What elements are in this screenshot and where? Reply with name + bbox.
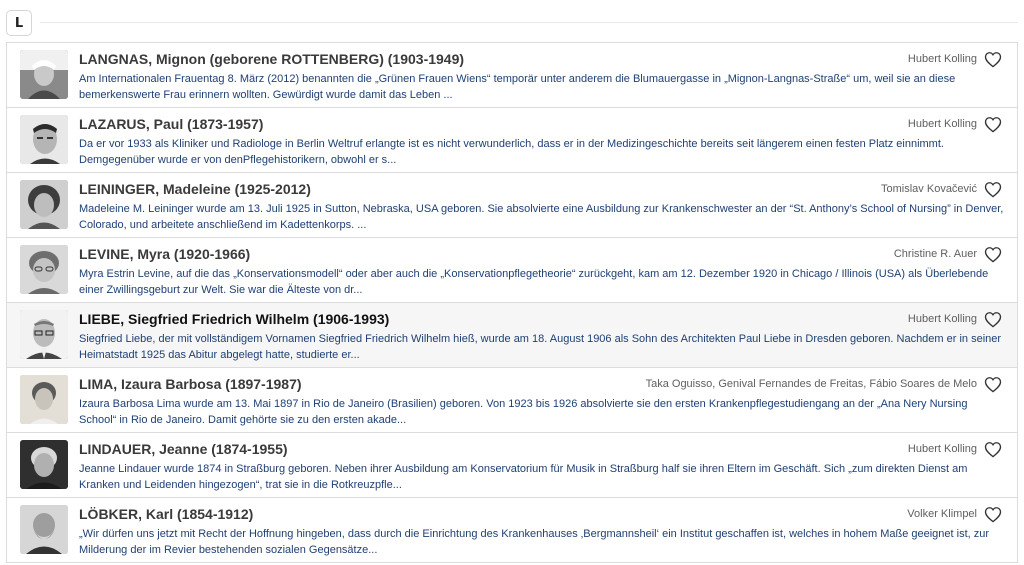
favorite-heart-icon[interactable]	[984, 441, 1002, 458]
portrait-photo[interactable]	[20, 50, 68, 99]
portrait-photo[interactable]	[20, 245, 68, 294]
entry-author: Volker Klimpel	[907, 508, 977, 520]
divider	[40, 22, 1018, 23]
entry-author: Tomislav Kovačević	[881, 183, 977, 195]
portrait-photo[interactable]	[20, 375, 68, 424]
list-item[interactable]	[7, 368, 1017, 433]
entry-author: Christine R. Auer	[893, 248, 977, 260]
entry-excerpt[interactable]: Am Internationalen Frauentag 8. März (2012) benannten die „Grünen Frauen Wiens“ temporär unter anderem die Blumauergasse in „Mignon-Langnas-Straße“ um, weil sie an diese bemerkenswerte Frau erinnern wollten. Gewürdigt wurde damit das Leben ...	[79, 73, 956, 101]
entry-name[interactable]: LEVINE, Myra (1920-1966)	[79, 246, 251, 262]
list-item[interactable]	[7, 303, 1017, 368]
entry-author: Hubert Kolling	[907, 313, 977, 325]
portrait-photo[interactable]	[20, 180, 68, 229]
list-item[interactable]	[7, 173, 1017, 238]
entry-name[interactable]: LIMA, Izaura Barbosa (1897-1987)	[79, 376, 302, 392]
portrait-photo[interactable]	[20, 505, 68, 554]
entry-name[interactable]: LIEBE, Siegfried Friedrich Wilhelm (1906-1993)	[79, 311, 390, 327]
entry-name[interactable]: LANGNAS, Mignon (geborene ROTTENBERG) (1903-1949)	[79, 51, 465, 67]
entry-author: Hubert Kolling	[907, 443, 977, 455]
entry-excerpt[interactable]: Da er vor 1933 als Kliniker und Radiologe in Berlin Weltruf erlangte ist es nicht verwunderlich, dass er in der Medizingeschichte bereits seit längerem einen festen Platz einnimmt. Demgegenüber wurde er von denPflegehistorikern, obwohl er s...	[79, 138, 944, 166]
entry-author: Hubert Kolling	[907, 53, 977, 65]
biography-list	[6, 42, 1018, 563]
portrait-photo[interactable]	[20, 440, 68, 489]
favorite-heart-icon[interactable]	[984, 181, 1002, 198]
portrait-photo[interactable]	[20, 115, 68, 164]
entry-author: Hubert Kolling	[907, 118, 977, 130]
letter-index-bar	[6, 10, 1018, 36]
favorite-heart-icon[interactable]	[984, 116, 1002, 133]
entry-author: Taka Oguisso, Genival Fernandes de Freitas, Fábio Soares de Melo	[645, 378, 977, 390]
letter-badge[interactable]: L	[6, 10, 32, 36]
list-item[interactable]	[7, 238, 1017, 303]
entry-name[interactable]: LEININGER, Madeleine (1925-2012)	[79, 181, 311, 197]
entry-excerpt[interactable]: Madeleine M. Leininger wurde am 13. Juli 1925 in Sutton, Nebraska, USA geboren. Sie absolvierte eine Ausbildung zur Krankenschwester an der “St. Anthony’s School of Nursing” in Denver, Colorado, und arbeitete anschließend im Kadettenkorps. ...	[79, 203, 1004, 231]
list-item[interactable]	[7, 108, 1017, 173]
entry-excerpt[interactable]: „Wir dürfen uns jetzt mit Recht der Hoffnung hingeben, dass durch die Einrichtung des Krankenhauses ‚Bergmannsheil‘ ein Institut geschaffen ist, welches in hohem Maße geeignet ist, zur Milderung der im Revier bestehenden sozialen Gegensätze...	[79, 528, 990, 556]
entry-name[interactable]: LAZARUS, Paul (1873-1957)	[79, 116, 264, 132]
favorite-heart-icon[interactable]	[984, 51, 1002, 68]
entry-name[interactable]: LÖBKER, Karl (1854-1912)	[79, 506, 254, 522]
favorite-heart-icon[interactable]	[984, 311, 1002, 328]
favorite-heart-icon[interactable]	[984, 246, 1002, 263]
entry-excerpt[interactable]: Siegfried Liebe, der mit vollständigem Vornamen Siegfried Friedrich Wilhelm hieß, wurde am 18. August 1906 als Sohn des Architekten Paul Liebe in Dresden geboren. Nachdem er in seiner Heimatstadt 1925 das Abitur abgelegt hatte, studierte er...	[79, 333, 1002, 361]
list-item[interactable]	[7, 43, 1017, 108]
favorite-heart-icon[interactable]	[984, 506, 1002, 523]
list-item[interactable]	[7, 433, 1017, 498]
entry-excerpt[interactable]: Myra Estrin Levine, auf die das „Konservationsmodell“ oder aber auch die „Konservationpflegetheorie“ zurückgeht, kam am 12. Dezember 1920 in Chicago / Illinois (USA) als Überlebende einer Zwillingsgeburt zur Welt. Sie war die Älteste von dr...	[79, 268, 989, 296]
favorite-heart-icon[interactable]	[984, 376, 1002, 393]
entry-excerpt[interactable]: Jeanne Lindauer wurde 1874 in Straßburg geboren. Neben ihrer Ausbildung am Konservatorium für Musik in Straßburg half sie ihren Eltern im Geschäft. Sich „zum direkten Dienst am Kranken und Leidenden hingezogen“, trat sie in die Rotkreuzpfle...	[79, 463, 968, 491]
entry-name[interactable]: LINDAUER, Jeanne (1874-1955)	[79, 441, 288, 457]
entry-excerpt[interactable]: Izaura Barbosa Lima wurde am 13. Mai 1897 in Rio de Janeiro (Brasilien) geboren. Von 1923 bis 1926 absolvierte sie den ersten Krankenpflegestudiengang an der „Ana Nery Nursing School“ in Rio de Janeiro. Damit gehörte sie zu den ersten akade...	[79, 398, 968, 426]
portrait-photo[interactable]	[20, 310, 68, 359]
list-item[interactable]	[7, 498, 1017, 563]
